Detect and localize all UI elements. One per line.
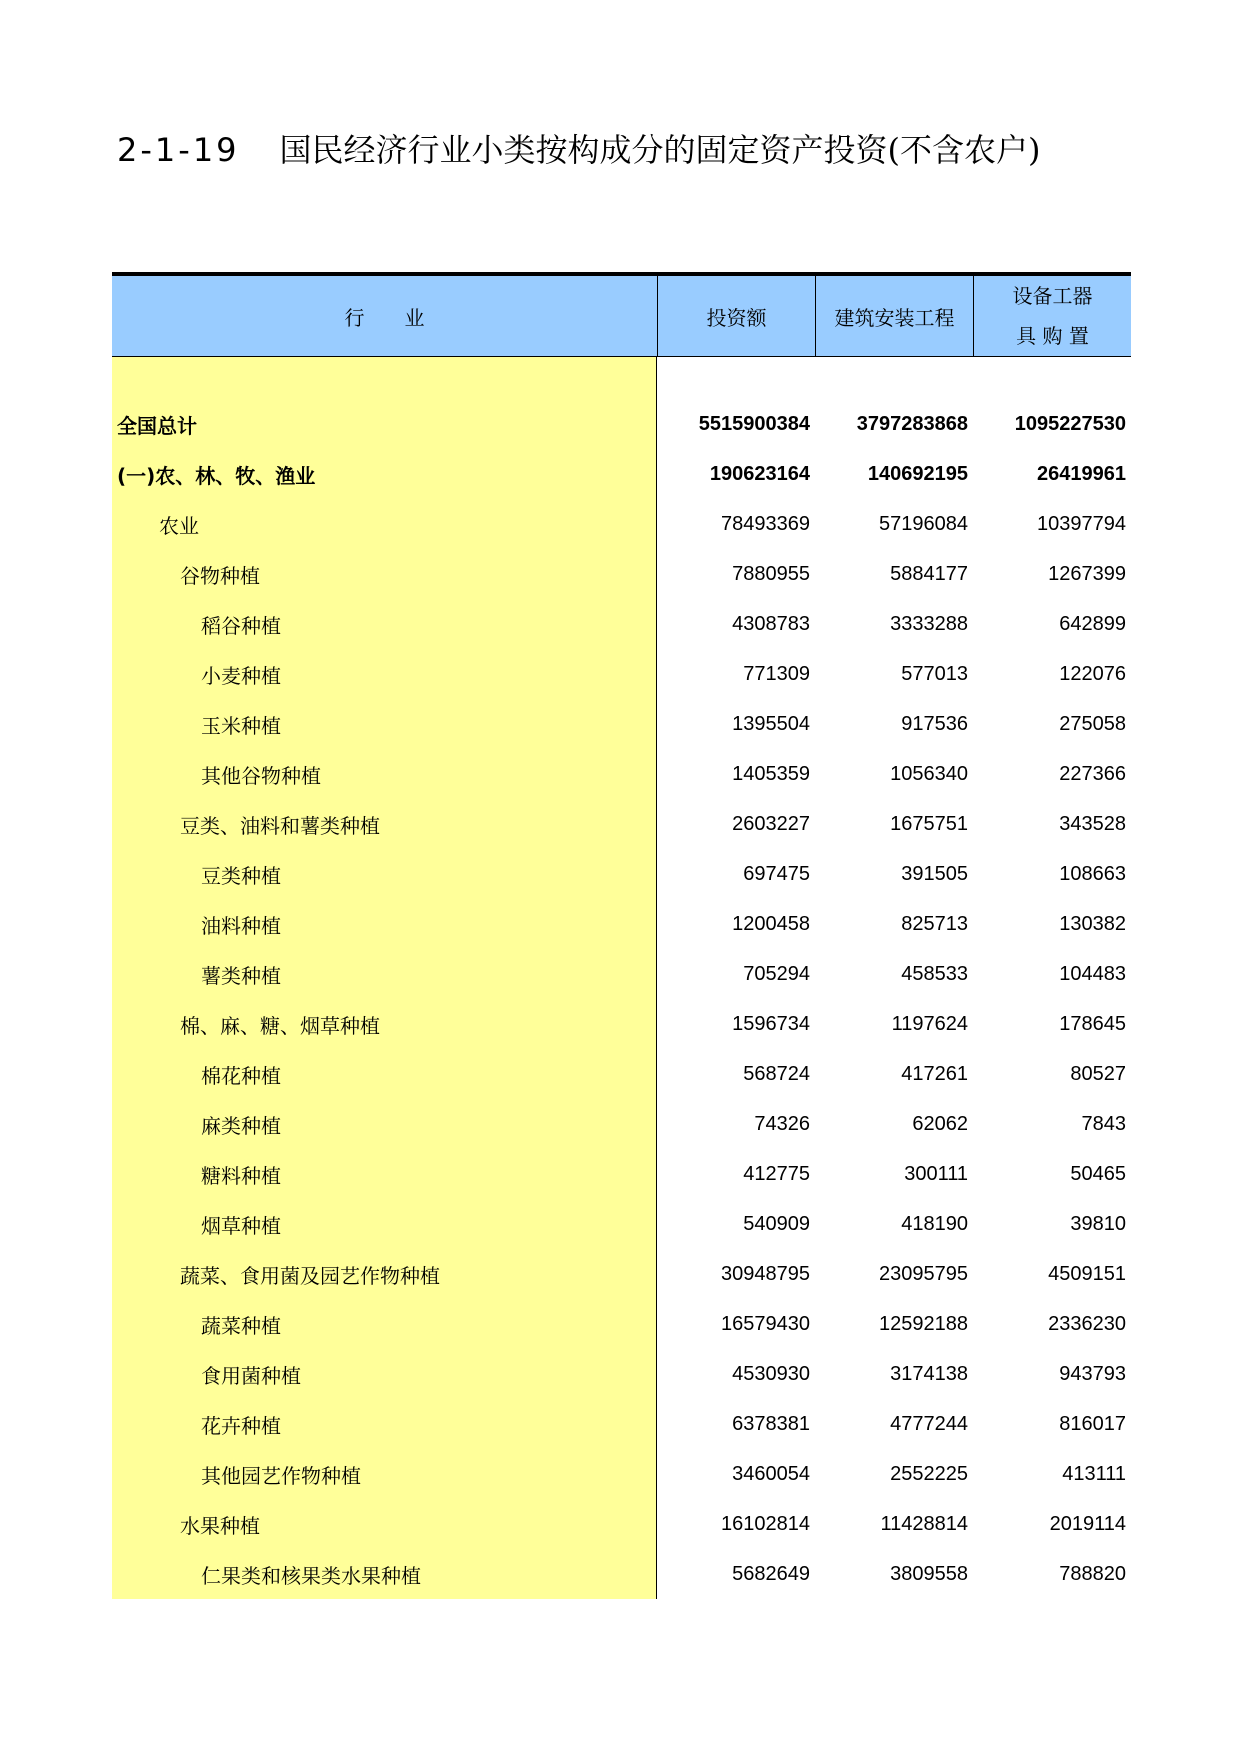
construction-cell: 5884177: [890, 562, 968, 585]
investment-cell: 1405359: [732, 762, 810, 785]
table-row-label: 豆类、油料和薯类种植: [180, 813, 380, 838]
equipment-cell: 10397794: [1037, 512, 1126, 535]
table-row-label: 农业: [159, 513, 199, 538]
table-row-label: 谷物种植: [180, 563, 260, 588]
construction-cell: 3174138: [890, 1362, 968, 1385]
page-title: [117, 128, 1041, 172]
construction-cell: 1056340: [890, 762, 968, 785]
table-row-label: 其他谷物种植: [201, 763, 321, 788]
table-row: [657, 1349, 1131, 1399]
equipment-cell: 788820: [1059, 1562, 1126, 1585]
equipment-cell: 104483: [1059, 962, 1126, 985]
industry-column: [112, 357, 657, 1599]
construction-cell: 300111: [904, 1162, 968, 1185]
construction-cell: 577013: [901, 662, 968, 685]
table-row-label: 玉米种植: [201, 713, 281, 738]
construction-cell: 3809558: [890, 1562, 968, 1585]
header-investment: 投资额: [657, 276, 815, 356]
table-row-label: 食用菌种植: [201, 1363, 301, 1388]
investment-cell: 697475: [743, 862, 810, 885]
table-row-label: 小麦种植: [201, 663, 281, 688]
construction-cell: 23095795: [879, 1262, 968, 1285]
investment-cell: 5515900384: [698, 412, 810, 435]
equipment-cell: 108663: [1059, 862, 1126, 885]
table-row: [657, 549, 1131, 599]
construction-cell: 12592188: [879, 1312, 968, 1335]
table-row-label: 棉、麻、糖、烟草种植: [180, 1013, 380, 1038]
header-equipment-line2: 具 购 置: [1016, 324, 1089, 348]
table-row: [657, 1399, 1131, 1449]
equipment-cell: 642899: [1059, 612, 1126, 635]
table-row-label: 水果种植: [180, 1513, 260, 1538]
construction-cell: 140692195: [867, 462, 968, 485]
investment-cell: 3460054: [732, 1462, 810, 1485]
table-row: [657, 599, 1131, 649]
table-row: [657, 899, 1131, 949]
equipment-cell: 39810: [1070, 1212, 1126, 1235]
top-spacer: [112, 357, 656, 399]
equipment-cell: 943793: [1059, 1362, 1126, 1385]
investment-cell: 7880955: [732, 562, 810, 585]
table-row: [657, 1499, 1131, 1549]
table-row: [657, 949, 1131, 999]
table-row-label: 薯类种植: [201, 963, 281, 988]
equipment-cell: 1095227530: [1014, 412, 1126, 435]
table-row: [657, 1249, 1131, 1299]
header-construction: 建筑安装工程: [815, 276, 973, 356]
table-row: [657, 849, 1131, 899]
table-header: [112, 276, 1131, 357]
table-row: [657, 999, 1131, 1049]
investment-cell: 16579430: [721, 1312, 810, 1335]
table-row-label: 仁果类和核果类水果种植: [201, 1563, 421, 1588]
investment-cell: 568724: [743, 1062, 810, 1085]
table-row-label: (一)农、林、牧、渔业: [117, 463, 316, 488]
equipment-cell: 413111: [1062, 1462, 1126, 1485]
table-row: [657, 1049, 1131, 1099]
construction-cell: 62062: [912, 1112, 968, 1135]
table-row: [657, 649, 1131, 699]
equipment-cell: 816017: [1059, 1412, 1126, 1435]
header-equipment-line1: 设备工器: [1012, 284, 1093, 308]
construction-cell: 917536: [901, 712, 968, 735]
table-row: [657, 1199, 1131, 1249]
equipment-cell: 130382: [1059, 912, 1126, 935]
table-row-label: 棉花种植: [201, 1063, 281, 1088]
construction-cell: 2552225: [890, 1462, 968, 1485]
table-row-label: 豆类种植: [201, 863, 281, 888]
investment-cell: 30948795: [721, 1262, 810, 1285]
table-row-label: 花卉种植: [201, 1413, 281, 1438]
table-row-label: 蔬菜、食用菌及园艺作物种植: [180, 1263, 440, 1288]
investment-cell: 1395504: [732, 712, 810, 735]
construction-cell: 1197624: [891, 1012, 968, 1035]
table-row: [657, 799, 1131, 849]
table-row: [657, 1099, 1131, 1149]
equipment-cell: 2336230: [1048, 1312, 1126, 1335]
investment-cell: 412775: [743, 1162, 810, 1185]
equipment-cell: 1267399: [1048, 562, 1126, 585]
investment-cell: 4530930: [732, 1362, 810, 1385]
table-row-label: 烟草种植: [201, 1213, 281, 1238]
header-equipment: [973, 276, 1131, 356]
construction-cell: 3333288: [890, 612, 968, 635]
table-row-label: 蔬菜种植: [201, 1313, 281, 1338]
equipment-cell: 275058: [1059, 712, 1126, 735]
construction-cell: 391505: [901, 862, 968, 885]
table-row: [657, 1299, 1131, 1349]
table-row-label: 其他园艺作物种植: [201, 1463, 361, 1488]
equipment-cell: 7843: [1081, 1112, 1126, 1135]
construction-cell: 11428814: [880, 1512, 968, 1535]
table-title: 国民经济行业小类按构成分的固定资产投资(不含农户): [279, 131, 1041, 169]
investment-cell: 771309: [743, 662, 810, 685]
values-column: [657, 357, 1131, 1599]
table-row: [657, 699, 1131, 749]
construction-cell: 458533: [901, 962, 968, 985]
table-row: [657, 499, 1131, 549]
table-row: [657, 1449, 1131, 1499]
investment-cell: 2603227: [732, 812, 810, 835]
table-row: [657, 749, 1131, 799]
equipment-cell: 227366: [1059, 762, 1126, 785]
equipment-cell: 4509151: [1048, 1262, 1126, 1285]
investment-cell: 1200458: [732, 912, 810, 935]
equipment-cell: 343528: [1059, 812, 1126, 835]
equipment-cell: 50465: [1070, 1162, 1126, 1185]
investment-cell: 705294: [743, 962, 810, 985]
equipment-cell: 26419961: [1037, 462, 1126, 485]
investment-cell: 5682649: [732, 1562, 810, 1585]
investment-cell: 78493369: [721, 512, 810, 535]
investment-cell: 540909: [743, 1212, 810, 1235]
investment-cell: 16102814: [721, 1512, 810, 1535]
equipment-cell: 80527: [1070, 1062, 1126, 1085]
table-number: 2-1-19: [117, 131, 240, 169]
table-row-label: 油料种植: [201, 913, 281, 938]
construction-cell: 4777244: [890, 1412, 968, 1435]
table-row: [657, 449, 1131, 499]
investment-cell: 1596734: [732, 1012, 810, 1035]
construction-cell: 1675751: [890, 812, 968, 835]
equipment-cell: 2019114: [1049, 1512, 1126, 1535]
construction-cell: 418190: [901, 1212, 968, 1235]
investment-cell: 190623164: [709, 462, 810, 485]
investment-table: [112, 272, 1131, 1599]
construction-cell: 825713: [901, 912, 968, 935]
table-row: [657, 1549, 1131, 1599]
equipment-cell: 178645: [1059, 1012, 1126, 1035]
table-row: [657, 399, 1131, 449]
construction-cell: 57196084: [879, 512, 968, 535]
header-industry: 行 业: [344, 305, 425, 330]
table-row: [657, 1149, 1131, 1199]
investment-cell: 4308783: [732, 612, 810, 635]
table-row-label: 糖料种植: [201, 1163, 281, 1188]
table-row-label: 麻类种植: [201, 1113, 281, 1138]
top-spacer: [657, 357, 1131, 399]
table-row-label: 全国总计: [117, 413, 197, 438]
investment-cell: 74326: [754, 1112, 810, 1135]
investment-cell: 6378381: [732, 1412, 810, 1435]
equipment-cell: 122076: [1059, 662, 1126, 685]
construction-cell: 417261: [901, 1062, 968, 1085]
construction-cell: 3797283868: [856, 412, 968, 435]
table-row-label: 稻谷种植: [201, 613, 281, 638]
table-body: [112, 357, 1131, 1599]
